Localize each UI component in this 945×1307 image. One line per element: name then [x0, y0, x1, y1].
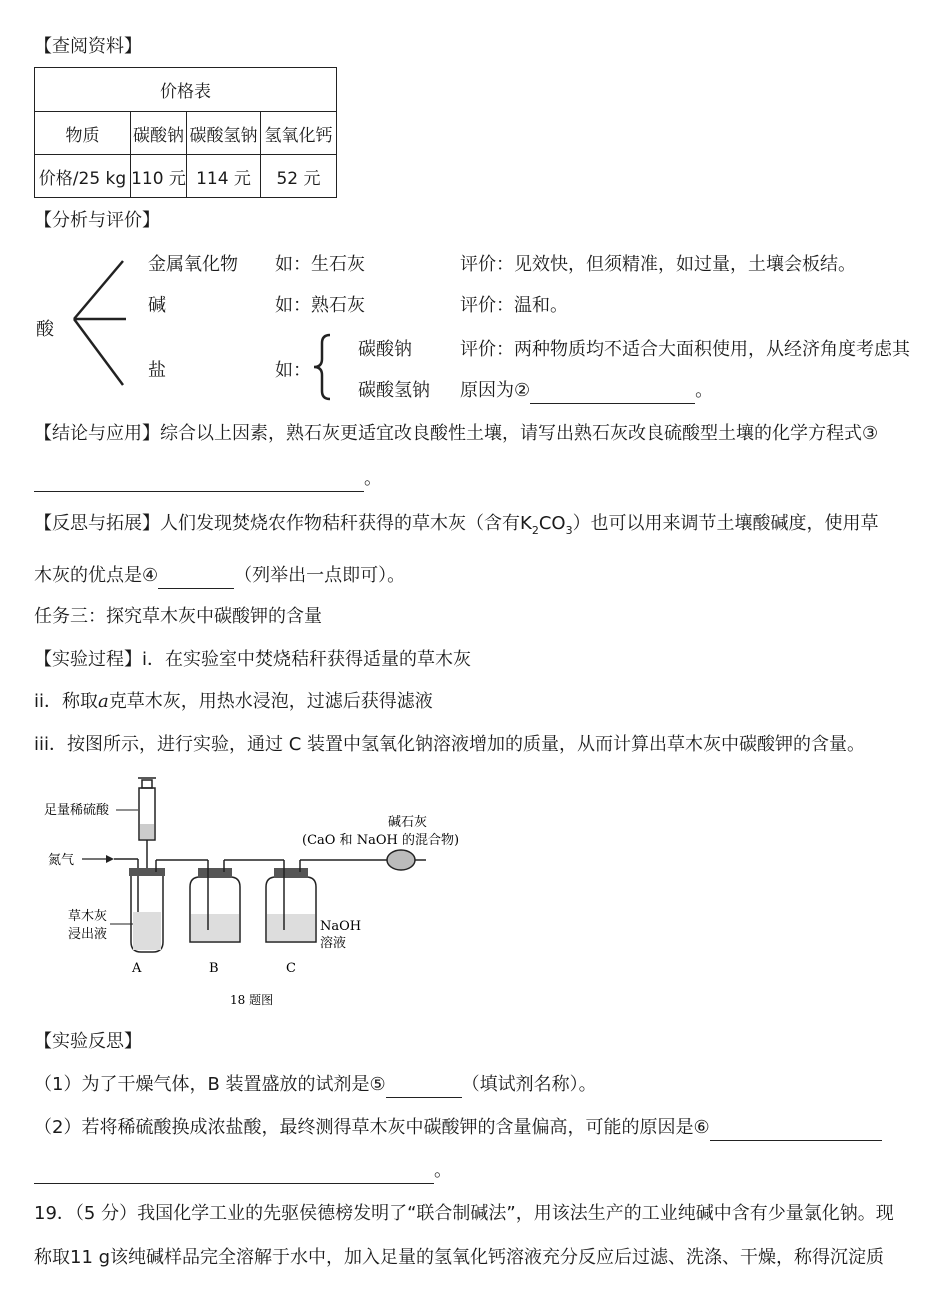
table-header-cell: 物质	[35, 112, 131, 155]
branch-example: 如：熟石灰	[275, 295, 365, 316]
answer-blank-3[interactable]	[34, 473, 364, 492]
figure-caption: 18 题图	[230, 993, 274, 1007]
process-step3: iii．按图所示，进行实验，通过 C 装置中氢氧化钠溶液增加的质量，从而计算出草木灰中碳酸钾的含量。	[34, 734, 866, 755]
section-lookup-heading: 【查阅资料】	[34, 36, 142, 57]
exp-reflection-q1: （1）为了干燥气体，B 装置盛放的试剂是⑤ （填试剂名称）。	[34, 1072, 597, 1098]
conclusion-text: 【结论与应用】综合以上因素，熟石灰更适宜改良酸性土壤，请写出熟石灰改良硫酸型土壤的化学方程式③	[34, 423, 879, 444]
brace-item: 碳酸钠	[358, 339, 412, 360]
exp-reflection-q2-cont: 。	[34, 1158, 452, 1184]
answer-blank-4[interactable]	[158, 570, 234, 589]
branch-evaluation: 评价：两种物质均不适合大面积使用，从经济角度考虑其	[460, 339, 910, 360]
conclusion-answer-line	[34, 466, 382, 492]
label-c: C	[286, 961, 296, 976]
branch-category: 碱	[148, 295, 166, 316]
branch-evaluation: 评价：见效快，但须精准，如过量，土壤会板结。	[460, 254, 856, 275]
table-cell: 110 元	[131, 155, 187, 198]
branch-example: 如：	[275, 360, 311, 381]
soda-lime-label: 碱石灰	[388, 815, 428, 830]
reflection-text: ）也可以用来调节土壤酸碱度，使用草	[572, 513, 879, 534]
answer-blank-6a[interactable]	[710, 1122, 882, 1141]
q19-line2: 称取11 g该纯碱样品完全溶解于水中，加入足量的氢氧化钙溶液充分反应后过滤、洗涤、干燥，称得沉淀质	[34, 1247, 885, 1268]
potassium-carbonate-formula: $K_2CO_3$	[520, 513, 573, 537]
nitrogen-label: 氮气	[48, 853, 75, 868]
label-b: B	[209, 961, 219, 976]
reflection-line1	[34, 511, 879, 544]
reflection-line2: 木灰的优点是④ （列举出一点即可）。	[34, 563, 405, 589]
table-row-label: 价格/25 kg	[35, 155, 131, 198]
table-header-cell: 氢氧化钙	[261, 112, 337, 155]
table-header-cell: 碳酸氢钠	[187, 112, 261, 155]
period: 。	[364, 468, 382, 489]
branch-example: 如：生石灰	[275, 254, 365, 275]
acid-label: 足量稀硫酸	[44, 803, 110, 818]
brace-item: 碳酸氢钠	[358, 380, 430, 401]
table-cell: 114 元	[187, 155, 261, 198]
answer-blank-5[interactable]	[386, 1079, 462, 1098]
curly-brace	[310, 333, 334, 401]
section-analysis-heading: 【分析与评价】	[34, 210, 160, 231]
naoh-label-1: NaOH	[320, 919, 362, 934]
leachate-label-1: 草木灰	[68, 909, 108, 924]
answer-blank-2[interactable]	[530, 385, 695, 404]
branch-category: 金属氧化物	[148, 254, 238, 275]
branch-category: 盐	[148, 360, 166, 381]
soda-lime-desc: (CaO 和 NaOH 的混合物)	[302, 833, 460, 848]
leachate-label-2: 浸出液	[68, 927, 108, 942]
task3-heading: 任务三：探究草木灰中碳酸钾的含量	[34, 606, 322, 627]
price-table	[34, 67, 337, 198]
branch-evaluation-line2	[460, 378, 713, 404]
answer-label-6: （2）若将稀硫酸换成浓盐酸，最终测得草木灰中碳酸钾的含量偏高，可能的原因是⑥	[34, 1117, 710, 1138]
q19-line1: 19．（5 分）我国化学工业的先驱侯德榜发明了“联合制碱法”，用该法生产的工业纯碱中含有少量氯化钠。现	[34, 1203, 894, 1224]
answer-blank-6b[interactable]	[34, 1165, 434, 1184]
reflection-text: 【反思与拓展】人们发现焚烧农作物秸秆获得的草木灰（含有	[34, 513, 520, 534]
branch-evaluation: 评价：温和。	[460, 295, 568, 316]
table-header-cell: 碳酸钠	[131, 112, 187, 155]
answer-label-2: 原因为②	[460, 380, 531, 401]
tree-root-acid: 酸	[36, 319, 54, 340]
period: 。	[695, 380, 714, 401]
price-table-title: 价格表	[35, 68, 337, 112]
label-a: A	[132, 961, 142, 976]
answer-label-4: 木灰的优点是④	[34, 565, 159, 586]
table-cell: 52 元	[261, 155, 337, 198]
branch-lines	[60, 255, 140, 390]
naoh-label-2: 溶液	[320, 936, 347, 951]
answer-label-5: （1）为了干燥气体，B 装置盛放的试剂是⑤	[34, 1074, 386, 1095]
exp-reflection-q2	[34, 1115, 882, 1141]
exp-reflection-heading: 【实验反思】	[34, 1031, 142, 1052]
apparatus-figure	[38, 772, 508, 1012]
process-step1: 【实验过程】i．在实验室中焚烧秸秆获得适量的草木灰	[34, 649, 471, 670]
process-step2: ii．称取a克草木灰，用热水浸泡，过滤后获得滤液	[34, 691, 433, 712]
